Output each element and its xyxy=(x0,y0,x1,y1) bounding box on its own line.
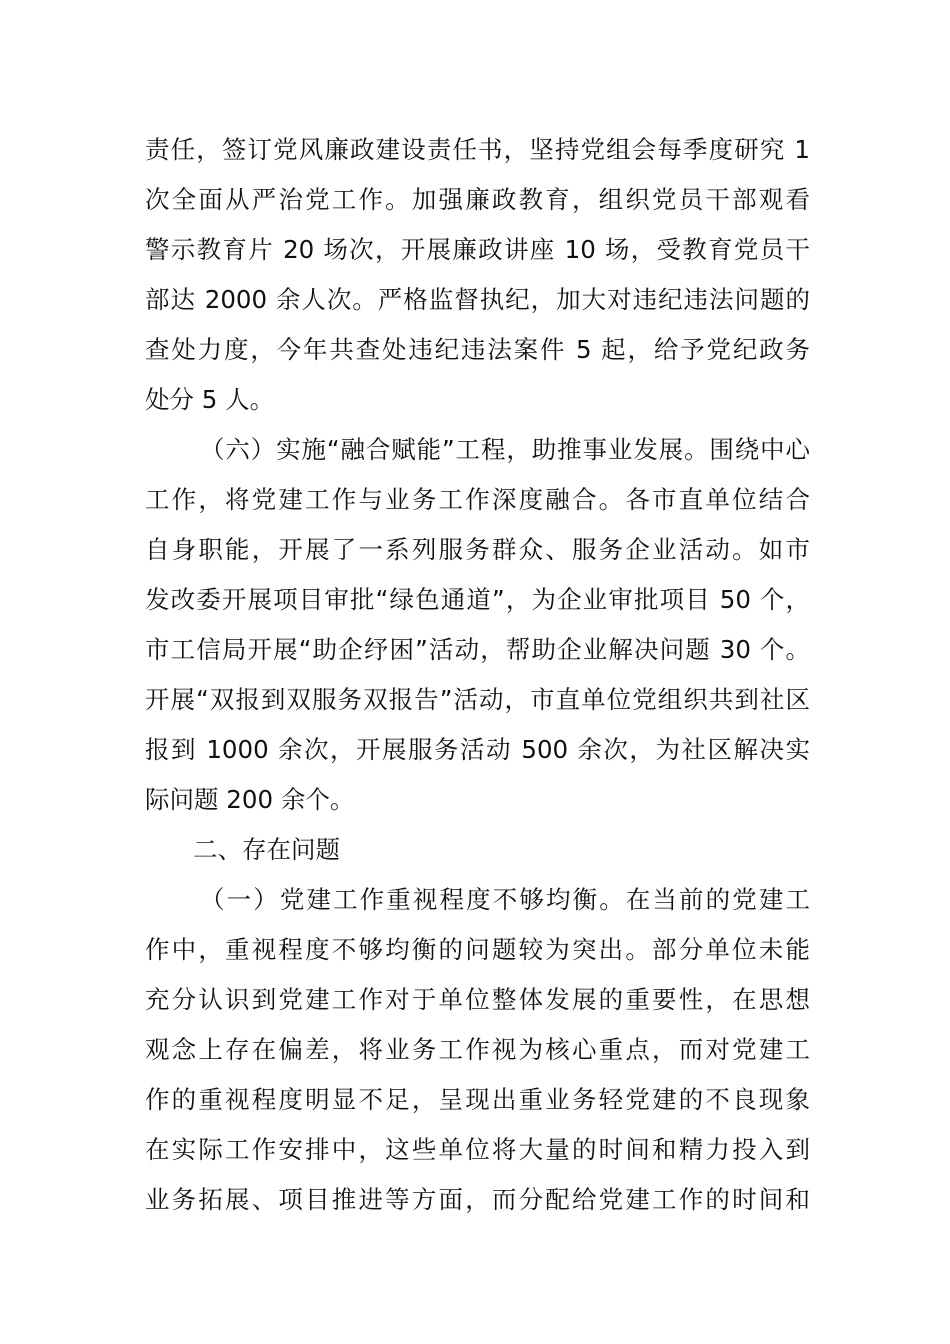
text-line: 自身职能，开展了一系列服务群众、服务企业活动。如市 xyxy=(145,535,810,564)
text-line: 际问题 200 余个。 xyxy=(145,785,355,814)
text-line: 作中，重视程度不够均衡的问题较为突出。部分单位未能 xyxy=(145,935,810,964)
text-line: 开展“双报到双服务双报告”活动，市直单位党组织共到社区 xyxy=(145,685,810,714)
text-line: 市工信局开展“助企纾困”活动，帮助企业解决问题 30 个。 xyxy=(145,635,810,664)
text-line: 在实际工作安排中，这些单位将大量的时间和精力投入到 xyxy=(145,1135,810,1164)
text-line: 处分 5 人。 xyxy=(145,385,275,414)
text-line: 报到 1000 余次，开展服务活动 500 余次，为社区解决实 xyxy=(145,735,810,764)
text-line: 作的重视程度明显不足，呈现出重业务轻党建的不良现象 xyxy=(145,1085,810,1114)
text-line: 工作，将党建工作与业务工作深度融合。各市直单位结合 xyxy=(145,485,810,514)
section-heading: 二、存在问题 xyxy=(193,835,340,864)
text-line: 充分认识到党建工作对于单位整体发展的重要性，在思想 xyxy=(145,985,810,1014)
text-line: 观念上存在偏差，将业务工作视为核心重点，而对党建工 xyxy=(145,1035,810,1064)
text-line: 业务拓展、项目推进等方面，而分配给党建工作的时间和 xyxy=(145,1185,810,1214)
text-line: 部达 2000 余人次。严格监督执纪，加大对违纪违法问题的 xyxy=(145,285,810,314)
text-line: 次全面从严治党工作。加强廉政教育，组织党员干部观看 xyxy=(145,185,810,214)
text-line: 警示教育片 20 场次，开展廉政讲座 10 场，受教育党员干 xyxy=(145,235,810,264)
text-line: 查处力度，今年共查处违纪违法案件 5 起，给予党纪政务 xyxy=(145,335,810,364)
text-line: 发改委开展项目审批“绿色通道”，为企业审批项目 50 个， xyxy=(145,585,810,614)
paragraph-heading: （一）党建工作重视程度不够均衡。在当前的党建工 xyxy=(200,885,810,914)
paragraph-heading: （六）实施“融合赋能”工程，助推事业发展。围绕中心 xyxy=(200,435,810,464)
text-line: 责任，签订党风廉政建设责任书，坚持党组会每季度研究 1 xyxy=(145,135,810,164)
